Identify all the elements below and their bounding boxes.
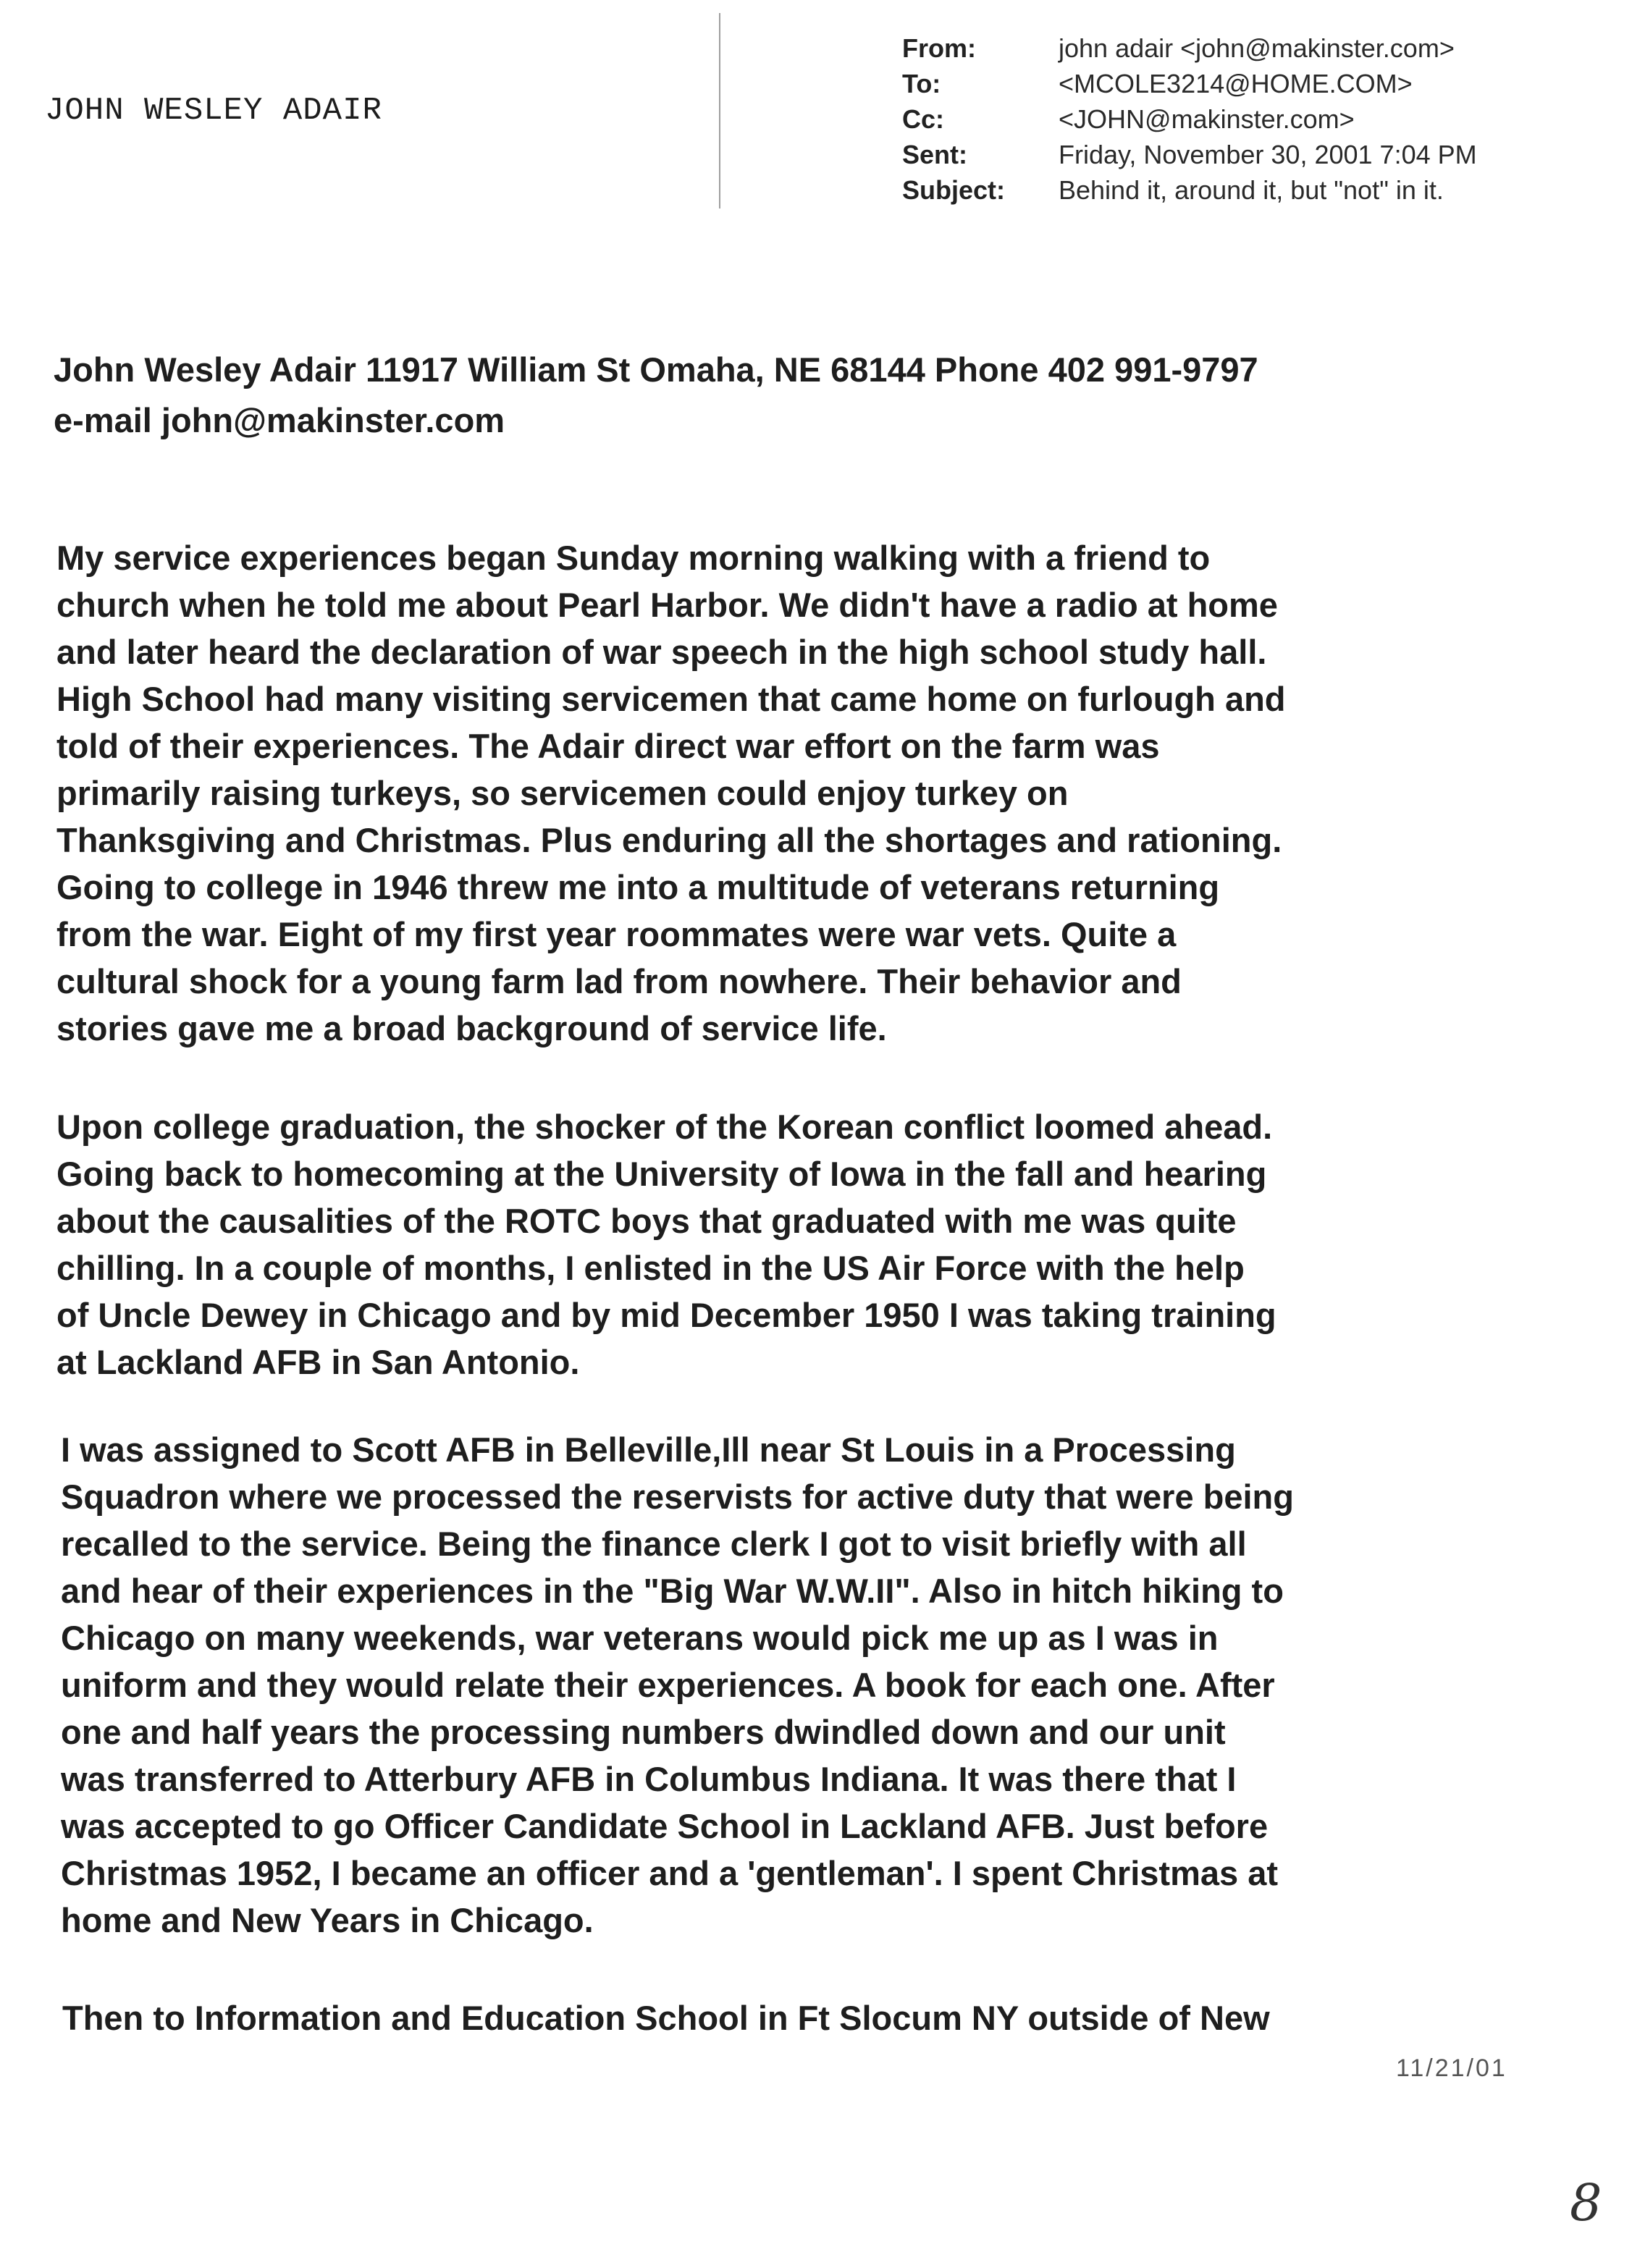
email-cc-label: Cc:: [902, 104, 945, 134]
header-divider: [719, 13, 720, 208]
paragraph-line: of Uncle Dewey in Chicago and by mid December 1950 I was taking training: [56, 1296, 1276, 1334]
email-subject-label: Subject:: [902, 175, 1006, 205]
paragraph-line: Going back to homecoming at the University of Iowa in the fall and hearing: [56, 1155, 1267, 1193]
paragraph-4: [62, 1994, 1532, 2041]
email-from-label: From:: [902, 33, 976, 63]
email-to-value: <MCOLE3214@HOME.COM>: [1059, 69, 1413, 98]
paragraph-line: at Lackland AFB in San Antonio.: [56, 1343, 580, 1381]
paragraph-line: Thanksgiving and Christmas. Plus enduring all the shortages and rationing.: [56, 821, 1282, 859]
email-sent-row: [902, 137, 1477, 172]
paragraph-line: and hear of their experiences in the "Big War W.W.II". Also in hitch hiking to: [61, 1572, 1284, 1610]
email-subject-row: [902, 172, 1477, 208]
paragraph-line: recalled to the service. Being the finance clerk I got to visit briefly with all: [61, 1525, 1247, 1563]
paragraph-line: stories gave me a broad background of service life.: [56, 1009, 887, 1047]
contact-address-line: John Wesley Adair 11917 William St Omaha, NE 68144 Phone 402 991-9797: [54, 350, 1258, 389]
paragraph-line: Chicago on many weekends, war veterans would pick me up as I was in: [61, 1619, 1219, 1657]
email-cc-value: <JOHN@makinster.com>: [1059, 104, 1355, 134]
email-header: [902, 30, 1477, 208]
paragraph-line: about the causalities of the ROTC boys that graduated with me was quite: [56, 1202, 1237, 1240]
paragraph-1: [56, 534, 1526, 1052]
email-to-label: To:: [902, 69, 941, 98]
paragraph-line: My service experiences began Sunday morning walking with a friend to: [56, 539, 1211, 577]
paragraph-line: church when he told me about Pearl Harbor. We didn't have a radio at home: [56, 586, 1278, 624]
paragraph-2: [56, 1103, 1526, 1386]
handwritten-page-number: 8: [1570, 2173, 1602, 2233]
email-to-row: [902, 66, 1477, 101]
email-from-value: john adair <john@makinster.com>: [1059, 33, 1455, 63]
email-sent-value: Friday, November 30, 2001 7:04 PM: [1059, 140, 1477, 169]
paragraph-line: and later heard the declaration of war speech in the high school study hall.: [56, 633, 1267, 671]
paragraph-line: I was assigned to Scott AFB in Belleville,Ill near St Louis in a Processing: [61, 1430, 1236, 1469]
paragraph-line: Squadron where we processed the reservists for active duty that were being: [61, 1477, 1294, 1516]
footer-date: 11/21/01: [1396, 2054, 1507, 2082]
paragraph-line: Then to Information and Education School in Ft Slocum NY outside of New: [62, 1999, 1270, 2037]
paragraph-line: Going to college in 1946 threw me into a multitude of veterans returning: [56, 868, 1220, 906]
paragraph-line: cultural shock for a young farm lad from nowhere. Their behavior and: [56, 962, 1182, 1000]
email-cc-row: [902, 101, 1477, 137]
paragraph-line: primarily raising turkeys, so servicemen could enjoy turkey on: [56, 774, 1069, 812]
email-subject-value: Behind it, around it, but "not" in it.: [1059, 175, 1444, 205]
paragraph-line: High School had many visiting servicemen that came home on furlough and: [56, 680, 1286, 718]
email-from-row: [902, 30, 1477, 66]
paragraph-line: was accepted to go Officer Candidate School in Lackland AFB. Just before: [61, 1807, 1269, 1845]
contact-email-line: e-mail john@makinster.com: [54, 401, 505, 439]
paragraph-line: from the war. Eight of my first year roommates were war vets. Quite a: [56, 915, 1177, 953]
paragraph-line: Christmas 1952, I became an officer and a 'gentleman'. I spent Christmas at: [61, 1854, 1278, 1892]
paragraph-line: told of their experiences. The Adair direct war effort on the farm was: [56, 727, 1160, 765]
paragraph-line: one and half years the processing numbers dwindled down and our unit: [61, 1713, 1226, 1751]
paragraph-line: home and New Years in Chicago.: [61, 1901, 594, 1939]
paragraph-line: uniform and they would relate their experiences. A book for each one. After: [61, 1666, 1275, 1704]
paragraph-line: chilling. In a couple of months, I enlisted in the US Air Force with the help: [56, 1249, 1245, 1287]
contact-block: [54, 345, 1258, 446]
paragraph-line: was transferred to Atterbury AFB in Columbus Indiana. It was there that I: [61, 1760, 1237, 1798]
email-sent-label: Sent:: [902, 140, 967, 169]
paragraph-3: [61, 1426, 1531, 1944]
sender-name: JOHN WESLEY ADAIR: [45, 93, 382, 129]
paragraph-line: Upon college graduation, the shocker of the Korean conflict loomed ahead.: [56, 1108, 1273, 1146]
